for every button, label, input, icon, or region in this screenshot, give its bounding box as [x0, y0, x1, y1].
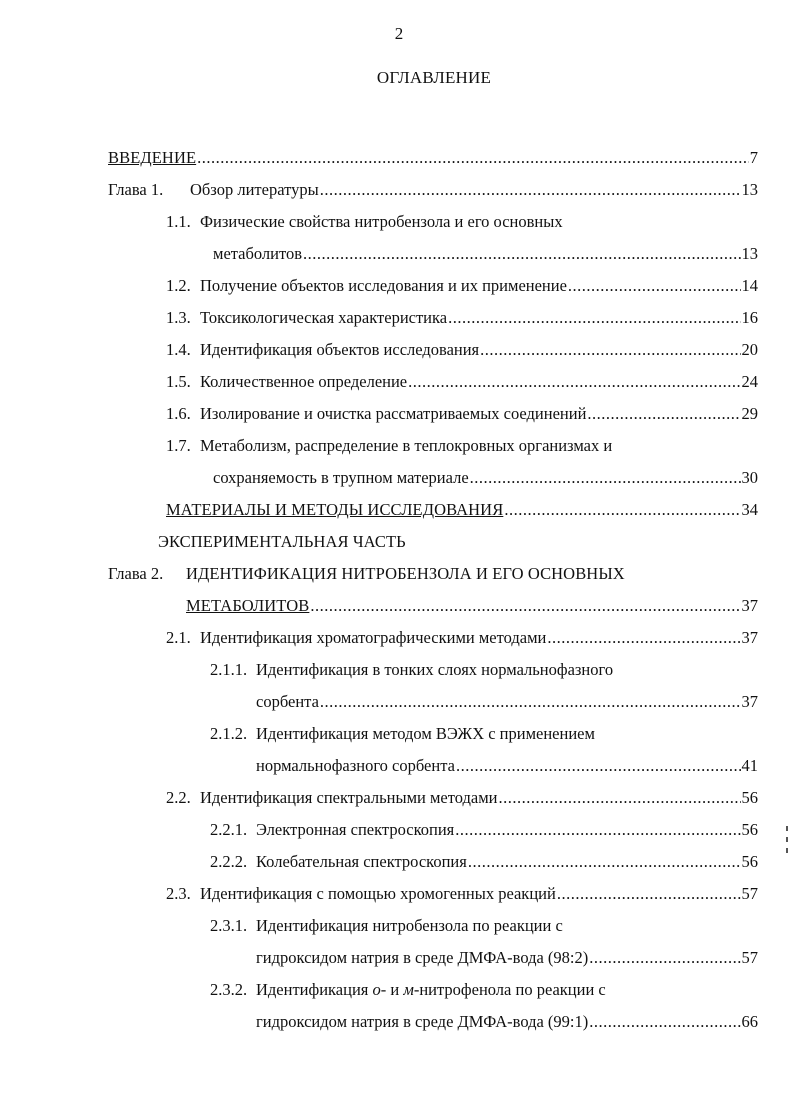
dot-leader: [456, 756, 741, 776]
dot-leader: [197, 148, 749, 168]
toc-entry-number: 1.6.: [166, 404, 191, 423]
dot-leader: [455, 820, 740, 840]
toc-entry-text: Идентификация с помощью хромогенных реакций: [200, 884, 556, 903]
dot-leader: [547, 628, 740, 648]
toc-entry-chapter-2[interactable]: [108, 560, 748, 584]
dot-leader: [589, 1012, 740, 1032]
toc-entry-page: 14: [741, 276, 758, 295]
dot-leader: [589, 948, 740, 968]
toc-entry-number: 2.1.2.: [210, 724, 248, 743]
toc-entry-page: 24: [741, 372, 758, 391]
toc-entry-1-7[interactable]: [166, 432, 746, 456]
toc-entry-2-1-1-cont[interactable]: [256, 688, 758, 712]
toc-entry-number: 2.3.: [166, 884, 191, 903]
dot-leader: [448, 308, 740, 328]
toc-entry-number: 1.4.: [166, 340, 191, 359]
toc-entry-text: МЕТАБОЛИТОВ: [186, 596, 310, 615]
toc-entry-1-6[interactable]: [166, 400, 758, 424]
toc-entry-text: ЭКСПЕРИМЕНТАЛЬНАЯ ЧАСТЬ: [158, 532, 406, 551]
toc-entry-text: Метаболизм, распределение в теплокровных организмах и: [200, 436, 613, 455]
toc-entry-1-1[interactable]: [166, 208, 726, 232]
dot-leader: [470, 468, 741, 488]
toc-entry-text: гидроксидом натрия в среде ДМФА-вода (98:2): [256, 948, 589, 967]
toc-entry-page: 56: [741, 852, 758, 871]
toc-entry-page: 20: [741, 340, 758, 359]
toc-entry-text: сохраняемость в трупном материале: [213, 468, 469, 487]
toc-entry-text: метаболитов: [213, 244, 303, 263]
scan-margin-marks: [786, 826, 790, 856]
toc-entry-1-2[interactable]: [166, 272, 758, 296]
toc-entry-text: Идентификация объектов исследования: [200, 340, 480, 359]
toc-entry-text: Изолирование и очистка рассматриваемых соединений: [200, 404, 587, 423]
toc-entry-2-1-2-cont[interactable]: [256, 752, 758, 776]
text-part: Идентификация: [256, 980, 373, 999]
toc-entry-2-3-2-cont[interactable]: [256, 1008, 758, 1032]
toc-entry-1-5[interactable]: [166, 368, 758, 392]
toc-entry-text: Количественное определение: [200, 372, 408, 391]
toc-entry-number: 2.2.2.: [210, 852, 248, 871]
toc-entry-number: 2.2.: [166, 788, 191, 807]
toc-entry-page: 29: [741, 404, 758, 423]
dot-leader: [468, 852, 741, 872]
toc-entry-text: Электронная спектроскопия: [256, 820, 455, 839]
toc-entry-text: МАТЕРИАЛЫ И МЕТОДЫ ИССЛЕДОВАНИЯ: [166, 500, 504, 519]
text-part-italic: м: [403, 980, 414, 999]
toc-entry-text: гидроксидом натрия в среде ДМФА-вода (99:1): [256, 1012, 589, 1031]
toc-entry-number: 2.2.1.: [210, 820, 248, 839]
toc-entry-page: 57: [741, 948, 758, 967]
toc-entry-1-4[interactable]: [166, 336, 758, 360]
toc-entry-page: 37: [741, 628, 758, 647]
toc-entry-text: Идентификация в тонких слоях нормальнофазного: [256, 660, 614, 679]
toc-entry-text: Физические свойства нитробензола и его основных: [200, 212, 563, 231]
page-number: 2: [394, 24, 404, 43]
toc-entry-2-3-2[interactable]: [210, 976, 730, 1000]
toc-entry-number: 1.7.: [166, 436, 191, 455]
toc-entry-page: 57: [741, 884, 758, 903]
toc-entry-chapter-2-cont[interactable]: [186, 592, 758, 616]
toc-entry-page: 56: [741, 820, 758, 839]
text-part: -нитрофенола по реакции с: [413, 980, 606, 999]
dot-leader: [587, 404, 740, 424]
text-part: - и: [380, 980, 404, 999]
toc-entry-text: Идентификация нитробензола по реакции с: [256, 916, 563, 935]
toc-entry-text: сорбента: [256, 692, 319, 711]
toc-entry-text: Идентификация спектральными методами: [200, 788, 498, 807]
toc-entry-introduction[interactable]: [108, 144, 758, 168]
toc-entry-number: 1.2.: [166, 276, 191, 295]
toc-entry-number: 2.3.2.: [210, 980, 248, 999]
dot-leader: [568, 276, 741, 296]
page-title: ОГЛАВЛЕНИЕ: [376, 68, 492, 87]
toc-entry-number: 2.1.1.: [210, 660, 248, 679]
toc-entry-page: 37: [741, 692, 758, 711]
toc-entry-page: 41: [741, 756, 758, 775]
toc-entry-text: Идентификация хроматографическими методами: [200, 628, 547, 647]
toc-entry-number: 2.3.1.: [210, 916, 248, 935]
toc-entry-2-2[interactable]: [166, 784, 758, 808]
toc-entry-number: Глава 2.: [108, 564, 164, 583]
toc-entry-text: Токсикологическая характеристика: [200, 308, 448, 327]
dot-leader: [408, 372, 740, 392]
toc-entry-2-1[interactable]: [166, 624, 758, 648]
toc-entry-page: 16: [741, 308, 758, 327]
dot-leader: [320, 180, 741, 200]
toc-entry-experimental-part[interactable]: [158, 528, 598, 552]
toc-entry-1-1-cont[interactable]: [213, 240, 758, 264]
toc-entry-number: 1.5.: [166, 372, 191, 391]
toc-entry-text: Колебательная спектроскопия: [256, 852, 467, 871]
toc-entry-text: [256, 980, 606, 1000]
toc-entry-text: Обзор литературы: [190, 180, 319, 199]
toc-entry-2-1-2[interactable]: [210, 720, 730, 744]
toc-entry-number: 1.1.: [166, 212, 191, 231]
dot-leader: [480, 340, 740, 360]
dot-leader: [320, 692, 741, 712]
toc-entry-2-2-1[interactable]: [210, 816, 758, 840]
toc-entry-text: Идентификация методом ВЭЖХ с применением: [256, 724, 595, 743]
toc-entry-chapter-1[interactable]: [108, 176, 758, 200]
toc-entry-number: 2.1.: [166, 628, 191, 647]
dot-leader: [303, 244, 740, 264]
toc-entry-page: 56: [741, 788, 758, 807]
dot-leader: [499, 788, 741, 808]
toc-entry-1-7-cont[interactable]: [213, 464, 758, 488]
toc-entry-text: нормальнофазного сорбента: [256, 756, 455, 775]
toc-entry-number: Глава 1.: [108, 180, 164, 199]
toc-entry-2-3-1-cont[interactable]: [256, 944, 758, 968]
toc-entry-page: 7: [749, 148, 758, 167]
text-part-italic: о: [372, 980, 381, 999]
toc-entry-2-3[interactable]: [166, 880, 758, 904]
toc-entry-text: ИДЕНТИФИКАЦИЯ НИТРОБЕНЗОЛА И ЕГО ОСНОВНЫХ: [186, 564, 625, 583]
dot-leader: [504, 500, 740, 520]
toc-entry-materials-methods[interactable]: [166, 496, 758, 520]
toc-entry-number: 1.3.: [166, 308, 191, 327]
toc-entry-page: 30: [741, 468, 758, 487]
toc-entry-page: 13: [741, 180, 758, 199]
toc-entry-page: 66: [741, 1012, 758, 1031]
dot-leader: [310, 596, 740, 616]
toc-entry-2-1-1[interactable]: [210, 656, 730, 680]
toc-entry-2-2-2[interactable]: [210, 848, 758, 872]
toc-entry-page: 13: [741, 244, 758, 263]
toc-entry-text: Получение объектов исследования и их применение: [200, 276, 567, 295]
toc-entry-page: 37: [741, 596, 758, 615]
toc-entry-page: 34: [741, 500, 758, 519]
toc-entry-1-3[interactable]: [166, 304, 758, 328]
toc-entry-text: ВВЕДЕНИЕ: [108, 148, 197, 167]
dot-leader: [557, 884, 741, 904]
toc-entry-2-3-1[interactable]: [210, 912, 730, 936]
